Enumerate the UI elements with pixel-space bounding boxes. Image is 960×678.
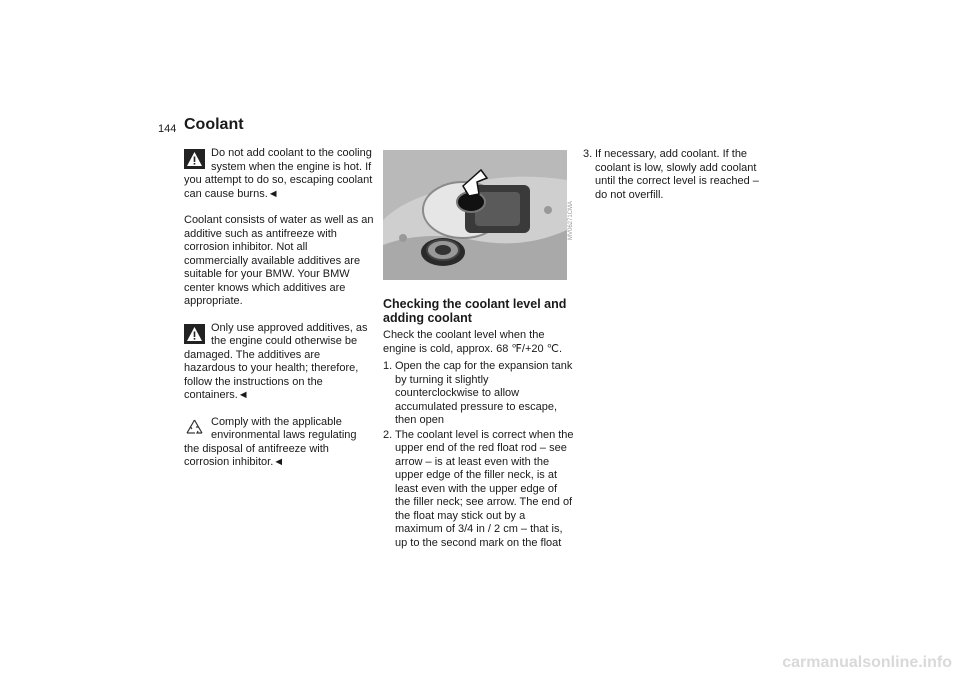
step-number: 3. <box>583 148 593 160</box>
expansion-tank-photo <box>383 150 567 280</box>
environment-text: Comply with the applicable environmental laws regulating the disposal of antifreeze with corrosion inhibitor.◄ <box>184 415 357 468</box>
left-column <box>184 147 374 483</box>
warning-icon <box>184 324 205 344</box>
step-text: The coolant level is correct when the upper end of the red float rod – see arrow – is at least even with the upper edge of the filler neck, is at least even with the upper edge of the filler neck; see arrow. The end of the float may stick out by a maximum of 3/4 in / 2 cm – that is, up to the second mark on the float <box>395 428 574 549</box>
steps-list <box>383 360 575 550</box>
intro-text: Check the coolant level when the engine is cold, approx. 68 ℉/+20 ℃. <box>383 329 563 355</box>
step-item <box>583 148 773 202</box>
right-column <box>583 148 773 203</box>
environment-note <box>184 416 374 470</box>
watermark: carmanualsonline.info <box>782 654 952 671</box>
step-text: If necessary, add coolant. If the coolant is low, slowly add coolant until the correct level is reached – do not overfill. <box>595 148 759 201</box>
step-number: 2. <box>383 428 393 441</box>
page-number: 144 <box>158 123 177 135</box>
warning-note-2 <box>184 322 374 403</box>
coolant-description: Coolant consists of water as well as an additive such as antifreeze with corrosion inhibitor. Not all commercially available additives are suitable for your BMW. Your BMW center knows which additives are appropriate. <box>184 214 374 307</box>
steps-list-continued <box>583 148 773 202</box>
warning-icon <box>184 149 205 169</box>
recycle-icon <box>184 418 205 438</box>
middle-column <box>383 297 575 551</box>
step-text: Open the cap for the expansion tank by turning it slightly counterclockwise to allow accumulated pressure to escape, then open <box>395 360 573 426</box>
step-item <box>383 429 575 551</box>
step-item <box>383 360 575 428</box>
warning-text-2: Only use approved additives, as the engine could otherwise be damaged. The additives are hazardous to your health; therefore, follow the instructions on the containers.◄ <box>184 321 368 401</box>
photo-code: MV06271CMA <box>568 200 574 240</box>
step-number: 1. <box>383 360 393 372</box>
page-title: Coolant <box>184 116 244 133</box>
warning-text-1: Do not add coolant to the cooling system when the engine is hot. If you attempt to do so, escaping coolant can cause burns.◄ <box>184 147 373 200</box>
section-heading: Checking the coolant level and adding coolant <box>383 297 567 325</box>
warning-note-1 <box>184 147 374 201</box>
